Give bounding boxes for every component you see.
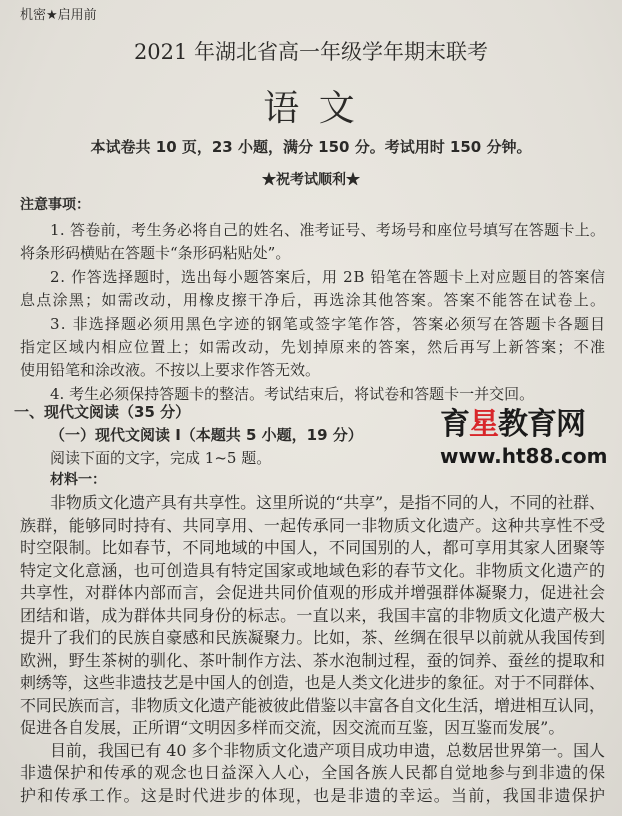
notes-line: 指定区域内相应位置上；如需改动，先划掉原来的答案，然后再写上新答案；不准 <box>20 338 607 356</box>
watermark-accent-text: 星 <box>469 407 498 442</box>
confidential-label: 机密★启用前 <box>20 8 97 23</box>
passage-line: 刺绣等，这些非遗技艺是中国人的创造，也是人类文化进步的象征。对于不同群体、 <box>20 673 605 692</box>
reading-instruction: 阅读下面的文字，完成 1~5 题。 <box>50 449 272 467</box>
passage-line: 非物质文化遗产具有共享性。这里所说的“共享”，是指不同的人，不同的社群、 <box>50 493 605 512</box>
passage-line: 护和传承工作。这是时代进步的体现，也是非遗的幸运。当前，我国非遗保护 <box>20 785 607 805</box>
notes-line: 4. 考生必须保持答题卡的整洁。考试结束后，将试卷和答题卡一并交回。 <box>50 385 535 403</box>
notes-line: 息点涂黑；如需改动，用橡皮擦干净后，再选涂其他答案。答案不能答在试卷上。 <box>20 291 607 309</box>
notes-line: 使用铅笔和涂改液。不按以上要求作答无效。 <box>20 361 321 379</box>
material-label: 材料一： <box>50 472 106 488</box>
passage-line: 促进各自发展，正所谓“文明因多样而交流，因交流而互鉴，因互鉴而发展”。 <box>20 718 565 737</box>
exam-info: 本试卷共 10 页，23 小题，满分 150 分。考试用时 150 分钟。 <box>90 138 532 156</box>
passage-line: 族群，能够同时持有、共同享用、一起传承同一非物质文化遗产。这种共享性不受 <box>20 515 606 535</box>
passage-line: 不同民族而言，非物质文化遗产能被彼此借鉴以丰富各自文化生活，增进相互认同， <box>20 695 605 715</box>
passage-line: 提升了我们的民族自豪感和民族凝聚力。比如，茶、丝绸在很早以前就从我国传到 <box>20 628 606 647</box>
subject-title: 语 文 <box>263 88 359 129</box>
watermark-url: www.ht88.com <box>440 444 608 468</box>
section-subtitle: （一）现代文阅读 I（本题共 5 小题，19 分） <box>50 426 363 444</box>
passage-line: 时空限制。比如春节，不同地域的中国人，不同国别的人，都可享用其家人团聚等 <box>20 538 606 557</box>
passage-line: 团结和谐，成为群体共同身份的标志。一直以来，我国丰富的非物质文化遗产极大 <box>20 605 606 625</box>
blessing-text: ★祝考试顺利★ <box>262 172 360 188</box>
passage-line: 目前，我国已有 40 多个非物质文化遗产项目成功申遗，总数居世界第一。国人 <box>50 740 605 760</box>
notes-heading: 注意事项： <box>20 197 90 213</box>
notes-line: 3. 非选择题必须用黑色字迹的钢笔或签字笔作答，答案必须写在答题卡各题目 <box>50 315 607 333</box>
notes-line: 1. 答卷前，考生务必将自己的姓名、准考证号、考场号和座位号填写在答题卡上。 <box>50 221 606 239</box>
notes-line: 将条形码横贴在答题卡“条形码粘贴处”。 <box>20 244 291 262</box>
notes-line: 2. 作答选择题时，选出每小题答案后，用 2B 铅笔在答题卡上对应题目的答案信 <box>50 268 606 286</box>
watermark-logo <box>440 407 585 442</box>
watermark-text: 教育网 <box>498 407 585 442</box>
exam-title: 2021 年湖北省高一年级学年期末联考 <box>133 40 489 64</box>
passage-line: 特定文化意涵，也可创造具有特定国家或地域色彩的春节文化。非物质文化遗产的 <box>20 560 606 580</box>
passage-line: 非遗保护和传承的观念也日益深入人心，全国各族人民都自觉地参与到非遗的保 <box>20 763 606 782</box>
watermark-text: 育 <box>440 407 469 442</box>
passage-line: 共享性，对群体内部而言，会促进共同价值观的形成并增强群体凝聚力，促进社会 <box>20 583 606 602</box>
section-title: 一、现代文阅读（35 分） <box>14 403 191 421</box>
passage-line: 欧洲，野生茶树的驯化、茶叶制作方法、茶水泡制过程，蚕的饲养、蚕丝的提取和 <box>20 650 606 670</box>
